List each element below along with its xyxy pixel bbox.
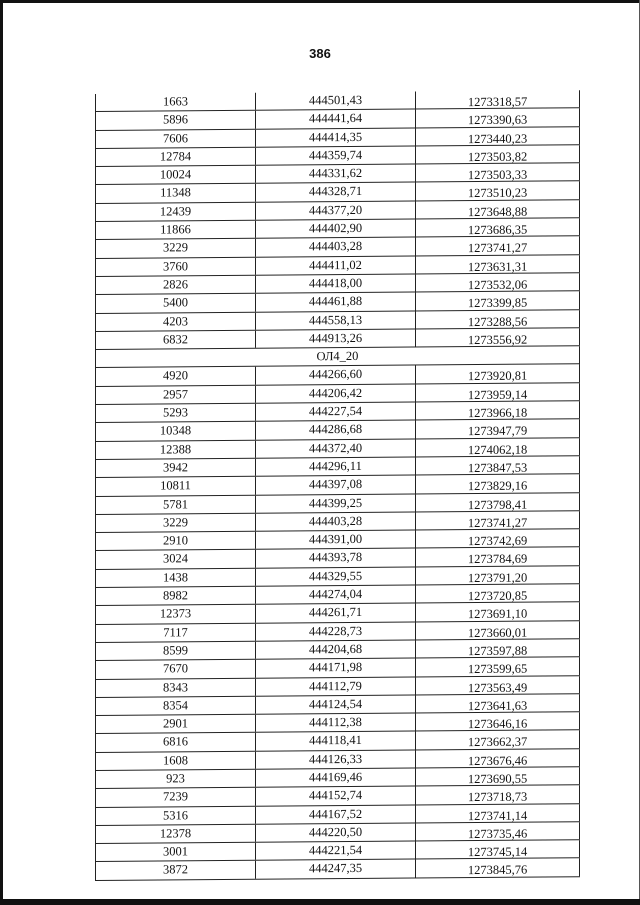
- y-coordinate-cell: 1273718,73: [415, 785, 580, 804]
- y-coordinate-cell: 1273691,10: [415, 603, 580, 622]
- y-coordinate-cell: 1273690,55: [415, 767, 580, 786]
- point-id-cell: 10024: [95, 166, 255, 185]
- point-id-cell: 1608: [95, 751, 255, 770]
- point-id-cell: 10348: [95, 422, 255, 441]
- x-coordinate-cell: 444221,54: [255, 842, 415, 861]
- point-id-cell: 1663: [95, 93, 255, 112]
- x-coordinate-cell: 444403,28: [255, 512, 415, 531]
- x-coordinate-cell: 444220,50: [255, 823, 415, 842]
- point-id-cell: 2826: [95, 276, 255, 295]
- point-id-cell: 5400: [95, 294, 255, 313]
- y-coordinate-cell: 1273318,57: [415, 90, 580, 109]
- point-id-cell: 4920: [95, 367, 255, 386]
- y-coordinate-cell: 1273742,69: [415, 529, 580, 548]
- y-coordinate-cell: 1273390,63: [415, 108, 580, 127]
- y-coordinate-cell: 1273959,14: [415, 383, 580, 402]
- y-coordinate-cell: 1273631,31: [415, 255, 580, 274]
- y-coordinate-cell: 1273798,41: [415, 493, 580, 512]
- y-coordinate-cell: 1273741,14: [415, 804, 580, 823]
- point-id-cell: 7239: [95, 788, 255, 807]
- y-coordinate-cell: 1273735,46: [415, 822, 580, 841]
- point-id-cell: 3001: [95, 843, 255, 862]
- point-id-cell: 3760: [95, 257, 255, 276]
- x-coordinate-cell: 444399,25: [255, 494, 415, 513]
- x-coordinate-cell: 444328,71: [255, 183, 415, 202]
- point-id-cell: 6816: [95, 733, 255, 752]
- y-coordinate-cell: 1273660,01: [415, 621, 580, 640]
- point-id-cell: 2910: [95, 532, 255, 551]
- x-coordinate-cell: 444403,28: [255, 238, 415, 257]
- x-coordinate-cell: 444266,60: [255, 366, 415, 385]
- scan-border-left: [0, 0, 3, 905]
- point-id-cell: 3229: [95, 514, 255, 533]
- x-coordinate-cell: 444206,42: [255, 384, 415, 403]
- y-coordinate-cell: 1273510,23: [415, 182, 580, 201]
- x-coordinate-cell: 444558,13: [255, 311, 415, 330]
- x-coordinate-cell: 444411,02: [255, 256, 415, 275]
- x-coordinate-cell: 444397,08: [255, 476, 415, 495]
- point-id-cell: 11866: [95, 221, 255, 240]
- x-coordinate-cell: 444171,98: [255, 659, 415, 678]
- x-coordinate-cell: 444414,35: [255, 128, 415, 147]
- y-coordinate-cell: 1273503,82: [415, 145, 580, 164]
- point-id-cell: 8343: [95, 678, 255, 697]
- x-coordinate-cell: 444393,78: [255, 549, 415, 568]
- point-id-cell: 5781: [95, 495, 255, 514]
- x-coordinate-cell: 444118,41: [255, 732, 415, 751]
- y-coordinate-cell: 1273784,69: [415, 548, 580, 567]
- x-coordinate-cell: 444261,71: [255, 604, 415, 623]
- point-id-cell: 5293: [95, 404, 255, 423]
- x-coordinate-cell: 444152,74: [255, 787, 415, 806]
- x-coordinate-cell: 444501,43: [255, 91, 415, 110]
- x-coordinate-cell: 444169,46: [255, 768, 415, 787]
- x-coordinate-cell: 444402,90: [255, 220, 415, 239]
- x-coordinate-cell: 444167,52: [255, 805, 415, 824]
- point-id-cell: 12378: [95, 825, 255, 844]
- y-coordinate-cell: 1273847,53: [415, 456, 580, 475]
- y-coordinate-cell: 1273532,06: [415, 273, 580, 292]
- scan-border-bottom: [0, 899, 640, 905]
- x-coordinate-cell: 444112,79: [255, 677, 415, 696]
- point-id-cell: 12439: [95, 203, 255, 222]
- x-coordinate-cell: 444286,68: [255, 421, 415, 440]
- y-coordinate-cell: 1273646,16: [415, 712, 580, 731]
- y-coordinate-cell: 1273556,92: [415, 328, 580, 347]
- y-coordinate-cell: 1273563,49: [415, 676, 580, 695]
- x-coordinate-cell: 444112,38: [255, 714, 415, 733]
- y-coordinate-cell: 1273503,33: [415, 163, 580, 182]
- x-coordinate-cell: 444274,04: [255, 586, 415, 605]
- point-id-cell: 4203: [95, 312, 255, 331]
- point-id-cell: 7670: [95, 660, 255, 679]
- point-id-cell: 3024: [95, 550, 255, 569]
- point-id-cell: 7117: [95, 623, 255, 642]
- y-coordinate-cell: 1273947,79: [415, 420, 580, 439]
- point-id-cell: 12784: [95, 148, 255, 167]
- y-coordinate-cell: 1273686,35: [415, 218, 580, 237]
- x-coordinate-cell: 444461,88: [255, 293, 415, 312]
- point-id-cell: 3942: [95, 459, 255, 478]
- y-coordinate-cell: 1273288,56: [415, 310, 580, 329]
- x-coordinate-cell: 444124,54: [255, 695, 415, 714]
- x-coordinate-cell: 444126,33: [255, 750, 415, 769]
- point-id-cell: 2957: [95, 385, 255, 404]
- x-coordinate-cell: 444228,73: [255, 622, 415, 641]
- x-coordinate-cell: 444377,20: [255, 201, 415, 220]
- x-coordinate-cell: 444296,11: [255, 457, 415, 476]
- point-id-cell: 11348: [95, 184, 255, 203]
- x-coordinate-cell: 444204,68: [255, 640, 415, 659]
- y-coordinate-cell: 1273662,37: [415, 731, 580, 750]
- y-coordinate-cell: 1273920,81: [415, 365, 580, 384]
- point-id-cell: 2901: [95, 715, 255, 734]
- point-id-cell: 6832: [95, 331, 255, 350]
- y-coordinate-cell: 1273966,18: [415, 401, 580, 420]
- y-coordinate-cell: 1274062,18: [415, 438, 580, 457]
- x-coordinate-cell: 444359,74: [255, 146, 415, 165]
- point-id-cell: 10811: [95, 477, 255, 496]
- point-id-cell: 8982: [95, 587, 255, 606]
- point-id-cell: 1438: [95, 568, 255, 587]
- x-coordinate-cell: 444227,54: [255, 403, 415, 422]
- scan-border-top: [0, 0, 640, 3]
- x-coordinate-cell: 444418,00: [255, 274, 415, 293]
- coordinates-table: [95, 90, 580, 881]
- y-coordinate-cell: 1273641,63: [415, 694, 580, 713]
- point-id-cell: 7606: [95, 129, 255, 148]
- table-body-before: [95, 90, 580, 350]
- point-id-cell: 923: [95, 770, 255, 789]
- y-coordinate-cell: 1273845,76: [415, 859, 580, 878]
- y-coordinate-cell: 1273399,85: [415, 291, 580, 310]
- y-coordinate-cell: 1273829,16: [415, 474, 580, 493]
- x-coordinate-cell: 444913,26: [255, 329, 415, 348]
- table-body-after: [95, 365, 580, 881]
- point-id-cell: 8354: [95, 697, 255, 716]
- point-id-cell: 3229: [95, 239, 255, 258]
- point-id-cell: 5316: [95, 806, 255, 825]
- y-coordinate-cell: 1273791,20: [415, 566, 580, 585]
- x-coordinate-cell: 444331,62: [255, 165, 415, 184]
- page-number: 386: [309, 46, 331, 61]
- point-id-cell: 12373: [95, 605, 255, 624]
- section-header-row: ОЛ4_20: [95, 346, 580, 368]
- x-coordinate-cell: 444372,40: [255, 439, 415, 458]
- point-id-cell: 5896: [95, 111, 255, 130]
- x-coordinate-cell: 444391,00: [255, 531, 415, 550]
- y-coordinate-cell: 1273597,88: [415, 639, 580, 658]
- y-coordinate-cell: 1273745,14: [415, 840, 580, 859]
- x-coordinate-cell: 444441,64: [255, 110, 415, 129]
- y-coordinate-cell: 1273599,65: [415, 657, 580, 676]
- y-coordinate-cell: 1273676,46: [415, 749, 580, 768]
- point-id-cell: 8599: [95, 642, 255, 661]
- y-coordinate-cell: 1273648,88: [415, 200, 580, 219]
- point-id-cell: 3872: [95, 861, 255, 880]
- point-id-cell: 12388: [95, 440, 255, 459]
- y-coordinate-cell: 1273741,27: [415, 511, 580, 530]
- x-coordinate-cell: 444247,35: [255, 860, 415, 879]
- y-coordinate-cell: 1273440,23: [415, 127, 580, 146]
- y-coordinate-cell: 1273741,27: [415, 237, 580, 256]
- y-coordinate-cell: 1273720,85: [415, 584, 580, 603]
- x-coordinate-cell: 444329,55: [255, 567, 415, 586]
- table-row: [95, 859, 580, 881]
